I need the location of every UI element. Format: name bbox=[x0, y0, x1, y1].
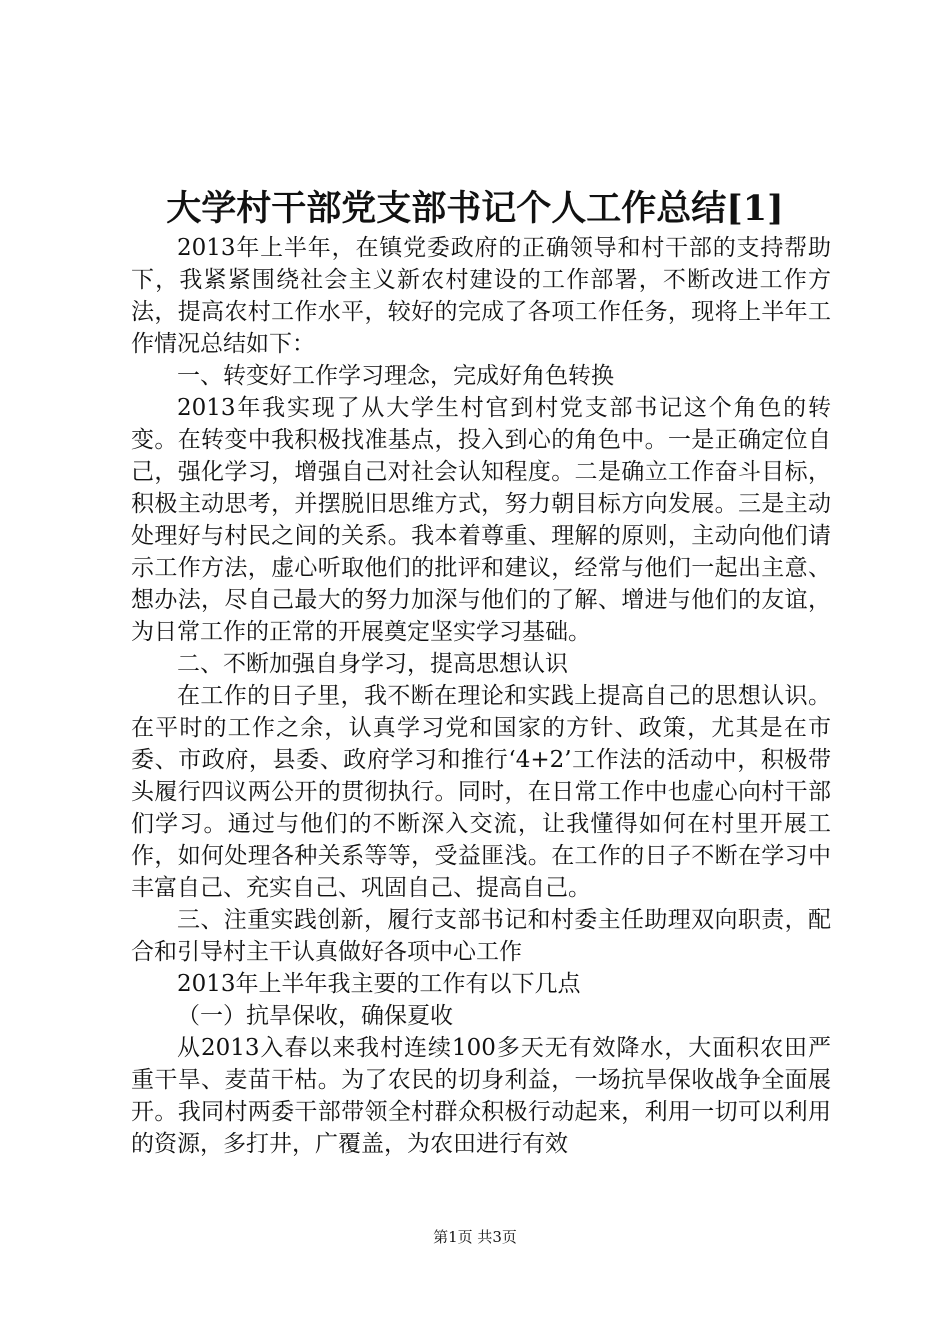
document-body bbox=[131, 232, 831, 1160]
subsection-heading-1: （一）抗旱保收，确保夏收 bbox=[177, 1003, 453, 1029]
paragraph-intro: 2013年上半年，在镇党委政府的正确领导和村干部的支持帮助下，我紧紧围绕社会主义新农村建设的工作部署，不断改进工作方法，提高农村工作水平，较好的完成了各项工作任务，现将上半年工作情况总结如下： bbox=[131, 235, 831, 357]
section-heading-2: 二、不断加强自身学习，提高思想认识 bbox=[177, 651, 568, 677]
paragraph-section-1: 2013年我实现了从大学生村官到村党支部书记这个角色的转变。在转变中我积极找准基点，投入到心的角色中。一是正确定位自己，强化学习，增强自己对社会认知程度。二是确立工作奋斗目标，积极主动思考，并摆脱旧思维方式，努力朝目标方向发展。三是主动处理好与村民之间的关系。我本着尊重、理解的原则，主动向他们请示工作方法，虚心听取他们的批评和建议，经常与他们一起出主意、想办法，尽自己最大的努力加深与他们的了解、增进与他们的友谊，为日常工作的正常的开展奠定坚实学习基础。 bbox=[131, 395, 831, 645]
document-title: 大学村干部党支部书记个人工作总结[1] bbox=[166, 188, 784, 229]
paragraph-drought: 从2013入春以来我村连续100多天无有效降水，大面积农田严重干旱、麦苗干枯。为了农民的切身利益，一场抗旱保收战争全面展开。我同村两委干部带领全村群众积极行动起来，利用一切可以利用的资源，多打井，广覆盖，为农田进行有效 bbox=[131, 1035, 831, 1157]
section-heading-1: 一、转变好工作学习理念，完成好角色转换 bbox=[177, 363, 614, 389]
paragraph-work-summary: 2013年上半年我主要的工作有以下几点 bbox=[177, 971, 581, 997]
paragraph-section-2: 在工作的日子里，我不断在理论和实践上提高自己的思想认识。在平时的工作之余，认真学习党和国家的方针、政策，尤其是在市委、市政府，县委、政府学习和推行‘4+2’工作法的活动中，积极带头履行四议两公开的贯彻执行。同时，在日常工作中也虚心向村干部们学习。通过与他们的不断深入交流，让我懂得如何在村里开展工作，如何处理各种关系等等，受益匪浅。在工作的日子不断在学习中丰富自己、充实自己、巩固自己、提高自己。 bbox=[131, 683, 831, 901]
section-heading-3: 三、注重实践创新，履行支部书记和村委主任助理双向职责，配合和引导村主干认真做好各项中心工作 bbox=[131, 907, 831, 965]
page-footer: 第1页 共3页 bbox=[433, 1228, 517, 1246]
